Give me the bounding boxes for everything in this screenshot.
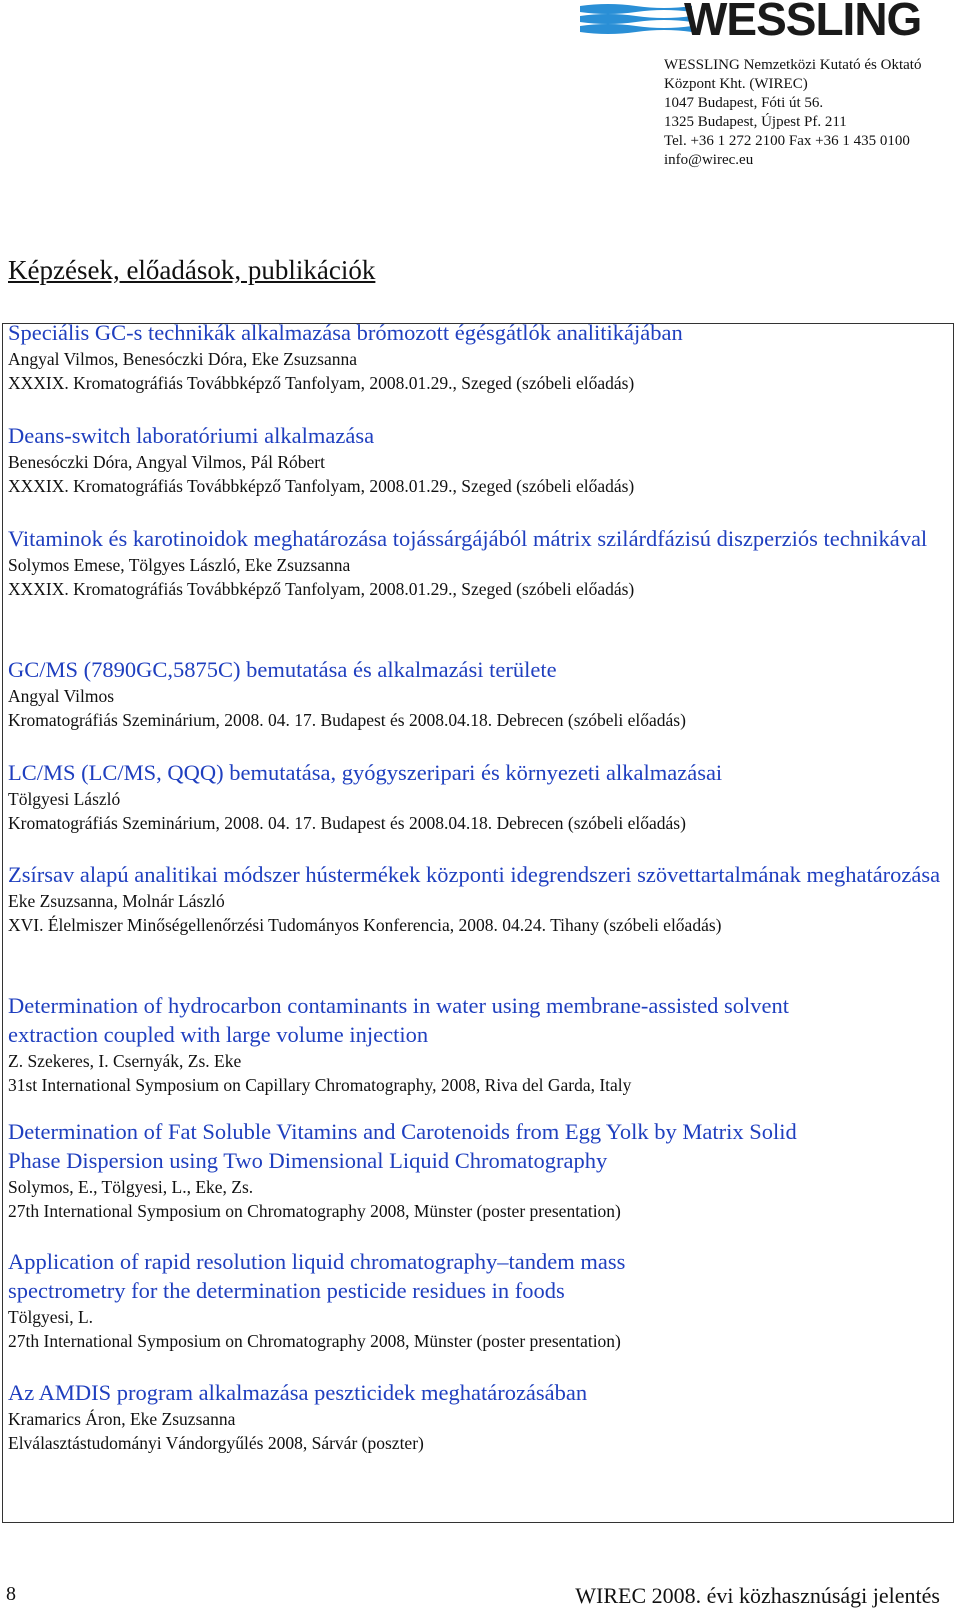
address-line: Tel. +36 1 272 2100 Fax +36 1 435 0100 — [664, 133, 910, 149]
logo-wordmark: WESSLING — [684, 0, 922, 45]
publication-title: Speciális GC-s technikák alkalmazása brómozott égésgátlók analitikájában — [8, 320, 683, 345]
publication-authors: Solymos, E., Tölgyesi, L., Eke, Zs. — [8, 1177, 254, 1197]
publication-venue: Elválasztástudományi Vándorgyűlés 2008, Sárvár (poszter) — [8, 1433, 424, 1453]
wessling-logo — [580, 2, 952, 44]
publication-title: Application of rapid resolution liquid chromatography–tandem mass spectrometry for the determination pesticide residues in foods — [8, 1249, 626, 1303]
publication-entry — [8, 318, 948, 395]
publication-title: Deans-switch laboratóriumi alkalmazása — [8, 423, 375, 448]
publication-title: Vitaminok és karotinoidok meghatározása tojássárgájából mátrix szilárdfázisú diszperziós technikával — [8, 526, 928, 551]
publication-entry — [8, 758, 948, 835]
publication-authors: Angyal Vilmos — [8, 686, 115, 706]
publication-title: LC/MS (LC/MS, QQQ) bemutatása, gyógyszeripari és környezeti alkalmazásai — [8, 760, 723, 785]
publication-venue: Kromatográfiás Szeminárium, 2008. 04. 17. Budapest és 2008.04.18. Debrecen (szóbeli előadás) — [8, 710, 686, 730]
publication-authors: Solymos Emese, Tölgyes László, Eke Zsuzsanna — [8, 555, 351, 575]
publication-venue: 27th International Symposium on Chromatography 2008, Münster (poster presentation) — [8, 1331, 621, 1351]
publication-authors: Benesóczki Dóra, Angyal Vilmos, Pál Róbert — [8, 452, 325, 472]
publication-venue: XVI. Élelmiszer Minőségellenőrzési Tudományos Konferencia, 2008. 04.24. Tihany (szóbeli előadás) — [8, 915, 722, 935]
publication-venue: XXXIX. Kromatográfiás Továbbképző Tanfolyam, 2008.01.29., Szeged (szóbeli előadás) — [8, 373, 635, 393]
publication-entry — [8, 1378, 948, 1455]
publication-venue: Kromatográfiás Szeminárium, 2008. 04. 17. Budapest és 2008.04.18. Debrecen (szóbeli előadás) — [8, 813, 686, 833]
publication-authors: Tölgyesi, L. — [8, 1307, 94, 1327]
address-line: Központ Kht. (WIREC) — [664, 76, 808, 92]
publication-title: Zsírsav alapú analitikai módszer hústermékek központi idegrendszeri szövettartalmának meghatározása — [8, 862, 941, 887]
publication-venue: 27th International Symposium on Chromatography 2008, Münster (poster presentation) — [8, 1201, 621, 1221]
publication-authors: Z. Szekeres, I. Csernyák, Zs. Eke — [8, 1051, 242, 1071]
publication-authors: Angyal Vilmos, Benesóczki Dóra, Eke Zsuzsanna — [8, 349, 358, 369]
publication-authors: Tölgyesi László — [8, 789, 121, 809]
publication-title: Determination of Fat Soluble Vitamins and Carotenoids from Egg Yolk by Matrix Solid Phase Dispersion using Two Dimensional Liquid Chromatography — [8, 1119, 797, 1173]
publication-entry — [8, 421, 948, 498]
address-line: WESSLING Nemzetközi Kutató és Oktató — [664, 57, 922, 73]
publication-title: GC/MS (7890GC,5875C) bemutatása és alkalmazási területe — [8, 657, 557, 682]
publication-entry — [8, 991, 868, 1097]
publication-venue: 31st International Symposium on Capillary Chromatography, 2008, Riva del Garda, Italy — [8, 1075, 632, 1095]
publication-title: Az AMDIS program alkalmazása peszticidek meghatározásában — [8, 1380, 588, 1405]
wave-logo-icon — [580, 2, 692, 38]
page-number: 8 — [6, 1583, 16, 1605]
publication-authors: Eke Zsuzsanna, Molnár László — [8, 891, 225, 911]
publication-venue: XXXIX. Kromatográfiás Továbbképző Tanfolyam, 2008.01.29., Szeged (szóbeli előadás) — [8, 476, 635, 496]
address-line: 1047 Budapest, Fóti út 56. — [664, 95, 824, 111]
publication-entry — [8, 1247, 708, 1353]
footer-report-title: WIREC 2008. évi közhasznúsági jelentés — [575, 1583, 940, 1608]
publication-entry — [8, 1117, 828, 1223]
section-title: Képzések, előadások, publikációk — [8, 255, 376, 285]
publication-title: Determination of hydrocarbon contaminants in water using membrane-assisted solvent extraction coupled with large volume injection — [8, 993, 790, 1047]
publication-entry — [8, 655, 948, 732]
address-line: 1325 Budapest, Újpest Pf. 211 — [664, 114, 847, 130]
publication-venue: XXXIX. Kromatográfiás Továbbképző Tanfolyam, 2008.01.29., Szeged (szóbeli előadás) — [8, 579, 635, 599]
email-link[interactable]: info@wirec.eu — [664, 152, 754, 168]
publication-authors: Kramarics Áron, Eke Zsuzsanna — [8, 1409, 236, 1429]
address-block — [664, 56, 958, 170]
publication-entry — [8, 524, 948, 601]
publication-entry — [8, 860, 948, 937]
